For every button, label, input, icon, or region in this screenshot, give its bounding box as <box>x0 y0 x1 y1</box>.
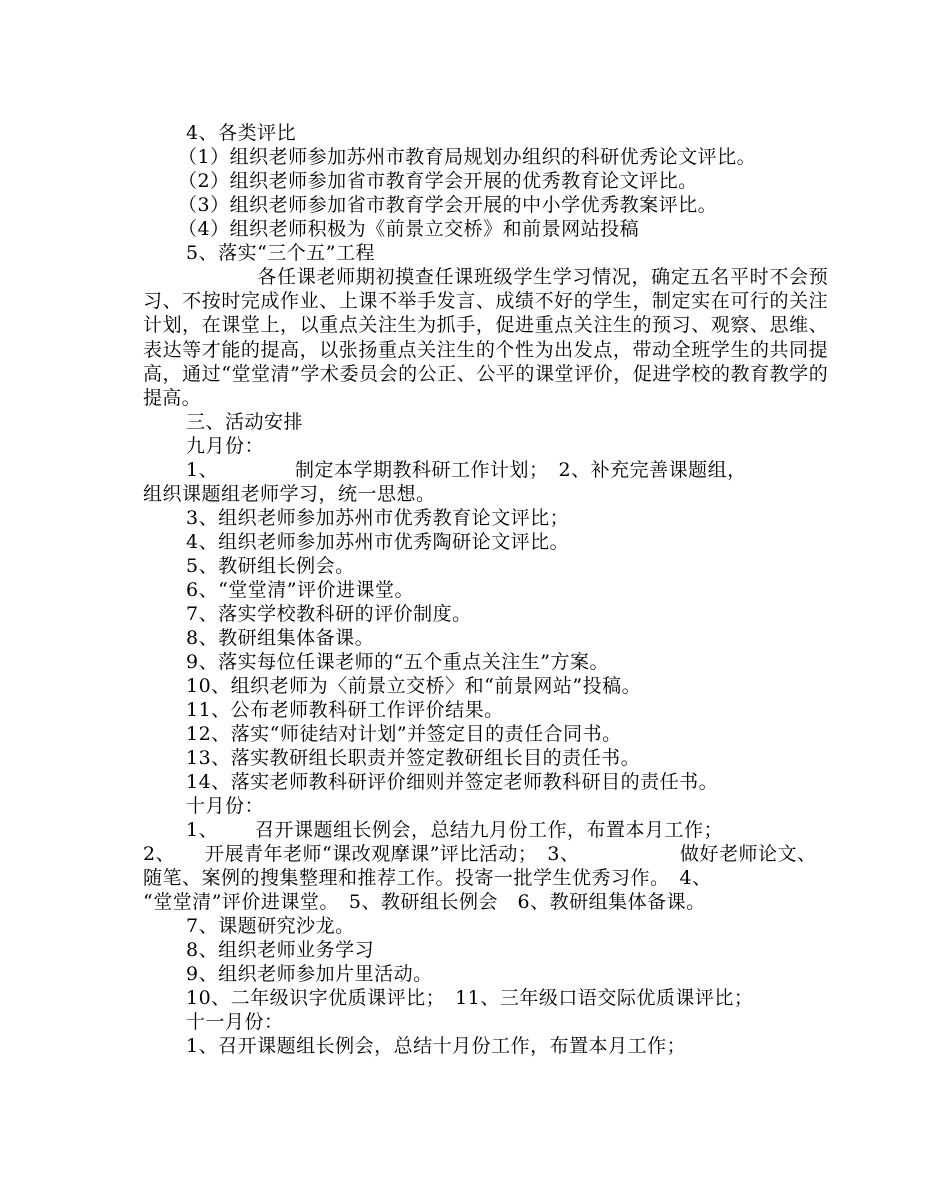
october-item-3: 做好老师论文、 <box>680 843 817 865</box>
section-5-paragraph-text: 各任课老师期初摸查任课班级学生学习情况，确定五名平时不会预习、不按时完成作业、上课不举手发言、成绩不好的学生，制定实在可行的关注计划，在课堂上，以重点关注生为抓手，促进重点关注生的预习、观察、思维、表达等才能的提高，以张扬重点关注生的个性为出发点，带动全班学生的共同提高，通过“堂堂清”学术委员会的公正、公平的课堂评价，促进学校的教育教学的提高。 <box>143 266 828 410</box>
september-item-2-continuation: 组织课题组老师学习，统一思想。 <box>143 483 436 505</box>
september-heading: 九月份： <box>186 435 265 457</box>
september-item: 13、落实教研组长职责并签定教研组长目的责任书。 <box>186 747 641 769</box>
september-item-1-number: 1、 <box>186 459 219 481</box>
november-heading: 十一月份： <box>186 1011 284 1033</box>
september-item: 6、“堂堂清”评价进课堂。 <box>186 579 415 601</box>
october-item-1: 召开课题组长例会，总结九月份工作，布置本月工作； <box>255 819 724 841</box>
october-item: 10、二年级识字优质课评比； 11、三年级口语交际优质课评比； <box>186 987 754 1009</box>
october-heading: 十月份： <box>186 795 265 817</box>
section-4-heading: 4、各类评比 <box>186 122 297 144</box>
october-item: 8、组织老师业务学习 <box>186 939 375 961</box>
section-4-item: （1）组织老师参加苏州市教育局规划办组织的科研优秀论文评比。 <box>178 146 757 168</box>
september-item: 14、落实老师教科研评价细则并签定老师教科研目的责任书。 <box>186 771 719 793</box>
september-item: 8、教研组集体备课。 <box>186 627 375 649</box>
september-item: 11、公布老师教科研工作评价结果。 <box>186 699 504 721</box>
section-4-item: （3）组织老师参加省市教育学会开展的中小学优秀教案评比。 <box>178 194 718 216</box>
october-items-4-6: “堂堂清”评价进课堂。 5、教研组长例会 6、教研组集体备课。 <box>143 891 706 913</box>
september-item: 9、落实每位任课老师的“五个重点关注生”方案。 <box>186 651 610 673</box>
october-item-3-continuation: 随笔、案例的搜集整理和推荐工作。投寄一批学生优秀习作。 4、 <box>143 867 712 889</box>
october-item-2-number: 2、 <box>143 843 176 865</box>
september-item: 12、落实“师徒结对计划”并签定目的责任合同书。 <box>186 723 622 745</box>
october-item: 7、课题研究沙龙。 <box>186 915 355 937</box>
section-4-item: （4）组织老师积极为《前景立交桥》和前景网站投稿 <box>178 218 640 240</box>
september-item: 7、落实学校教科研的评价制度。 <box>186 603 472 625</box>
october-item-2: 开展青年老师“课改观摩课”评比活动； 3、 <box>205 843 580 865</box>
september-item: 4、组织老师参加苏州市优秀陶研论文评比。 <box>186 531 570 553</box>
september-item: 3、组织老师参加苏州市优秀教育论文评比； <box>186 507 570 529</box>
september-item-1: 制定本学期教科研工作计划； 2、补充完善课题组， <box>295 459 747 481</box>
section-5-paragraph <box>143 265 828 410</box>
section-3-heading: 三、活动安排 <box>186 411 304 433</box>
september-item: 10、组织老师为〈前景立交桥〉和“前景网站”投稿。 <box>186 675 642 697</box>
november-item: 1、召开课题组长例会，总结十月份工作，布置本月工作； <box>186 1035 687 1057</box>
section-4-item: （2）组织老师参加省市教育学会开展的优秀教育论文评比。 <box>178 170 698 192</box>
section-5-heading: 5、落实“三个五”工程 <box>186 242 376 264</box>
september-item: 5、教研组长例会。 <box>186 555 355 577</box>
october-item-1-number: 1、 <box>186 819 219 841</box>
october-item: 9、组织老师参加片里活动。 <box>186 963 433 985</box>
